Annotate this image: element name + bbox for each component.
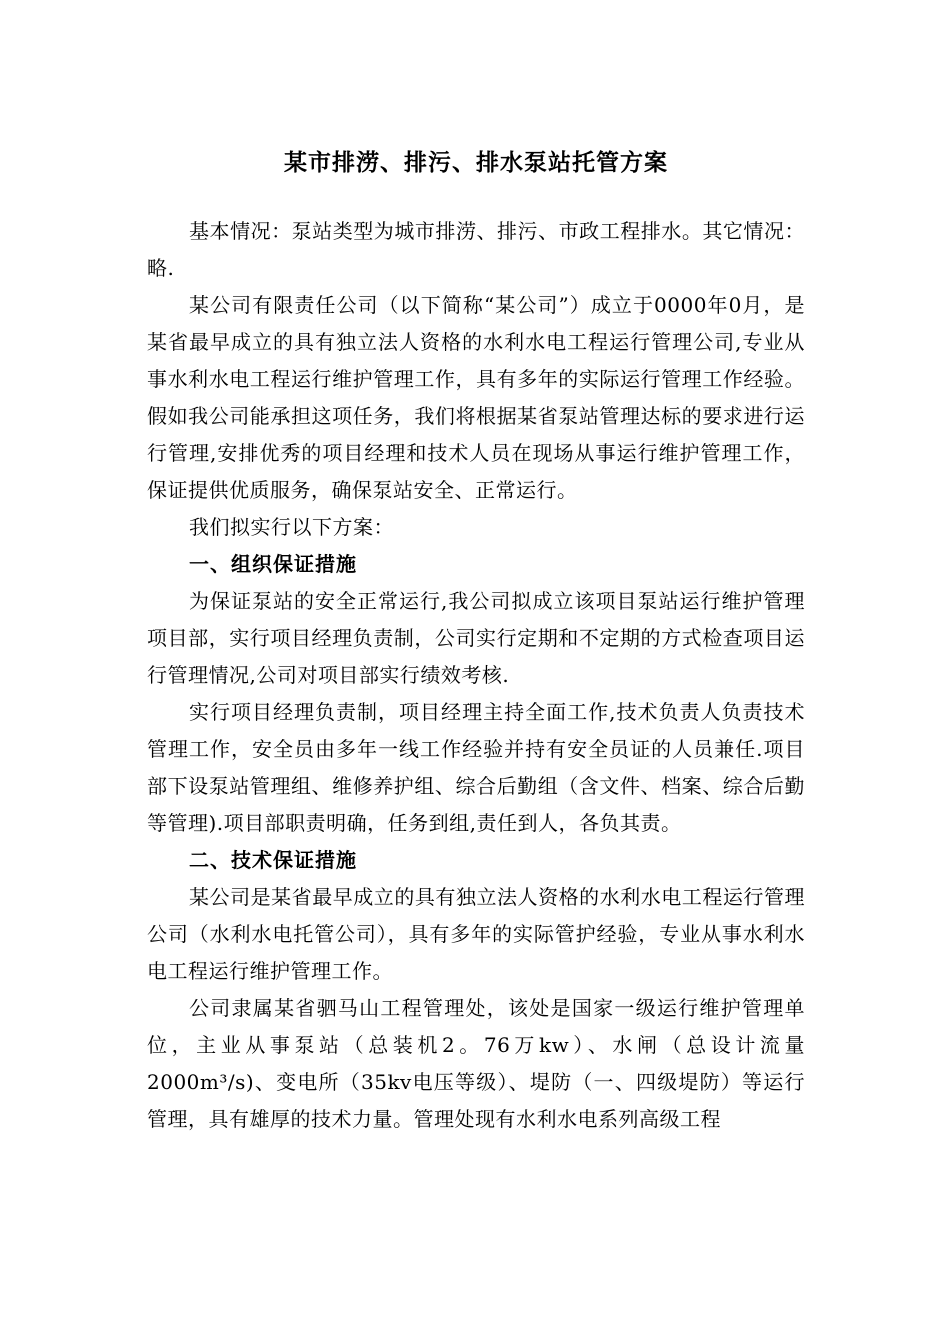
- section-heading-technical: 二、技术保证措施: [189, 848, 357, 872]
- paragraph-organization-1: 为保证泵站的安全正常运行,我公司拟成立该项目泵站运行维护管理项目部，实行项目经理负责制，公司实行定期和不定期的方式检查项目运行管理情况,公司对项目部实行绩效考核.: [147, 589, 805, 687]
- document-body: [147, 145, 805, 1138]
- paragraph-basic-situation: 基本情况：泵站类型为城市排涝、排污、市政工程排水。其它情况：略.: [147, 219, 805, 280]
- paragraph-organization-2: 实行项目经理负责制，项目经理主持全面工作,技术负责人负责技术管理工作，安全员由多年一线工作经验并持有安全员证的人员兼任.项目部下设泵站管理组、维修养护组、综合后勤组（含文件、档案、综合后勤等管理).项目部职责明确，任务到组,责任到人，各负其责。: [147, 700, 805, 835]
- document-title: 某市排涝、排污、排水泵站托管方案: [284, 150, 668, 176]
- paragraph-technical-1: 某公司是某省最早成立的具有独立法人资格的水利水电工程运行管理公司（水利水电托管公司），具有多年的实际管护经验，专业从事水利水电工程运行维护管理工作。: [147, 885, 805, 983]
- paragraph-plan-intro: 我们拟实行以下方案：: [189, 515, 394, 539]
- paragraph-company-intro: 某公司有限责任公司（以下简称“某公司”）成立于0000年0月，是某省最早成立的具有独立法人资格的水利水电工程运行管理公司,专业从事水利水电工程运行维护管理工作，具有多年的实际运行管理工作经验。假如我公司能承担这项任务，我们将根据某省泵站管理达标的要求进行运行管理,安排优秀的项目经理和技术人员在现场从事运行维护管理工作，保证提供优质服务，确保泵站安全、正常运行。: [147, 293, 805, 502]
- section-heading-organization: 一、组织保证措施: [189, 552, 357, 576]
- paragraph-technical-2: 公司隶属某省驷马山工程管理处，该处是国家一级运行维护管理单位，主业从事泵站（总装机2。76万kw）、水闸（总设计流量2000m³/s)、变电所（35kv电压等级）、堤防（一、四级堤防）等运行管理，具有雄厚的技术力量。管理处现有水利水电系列高级工程: [147, 996, 805, 1131]
